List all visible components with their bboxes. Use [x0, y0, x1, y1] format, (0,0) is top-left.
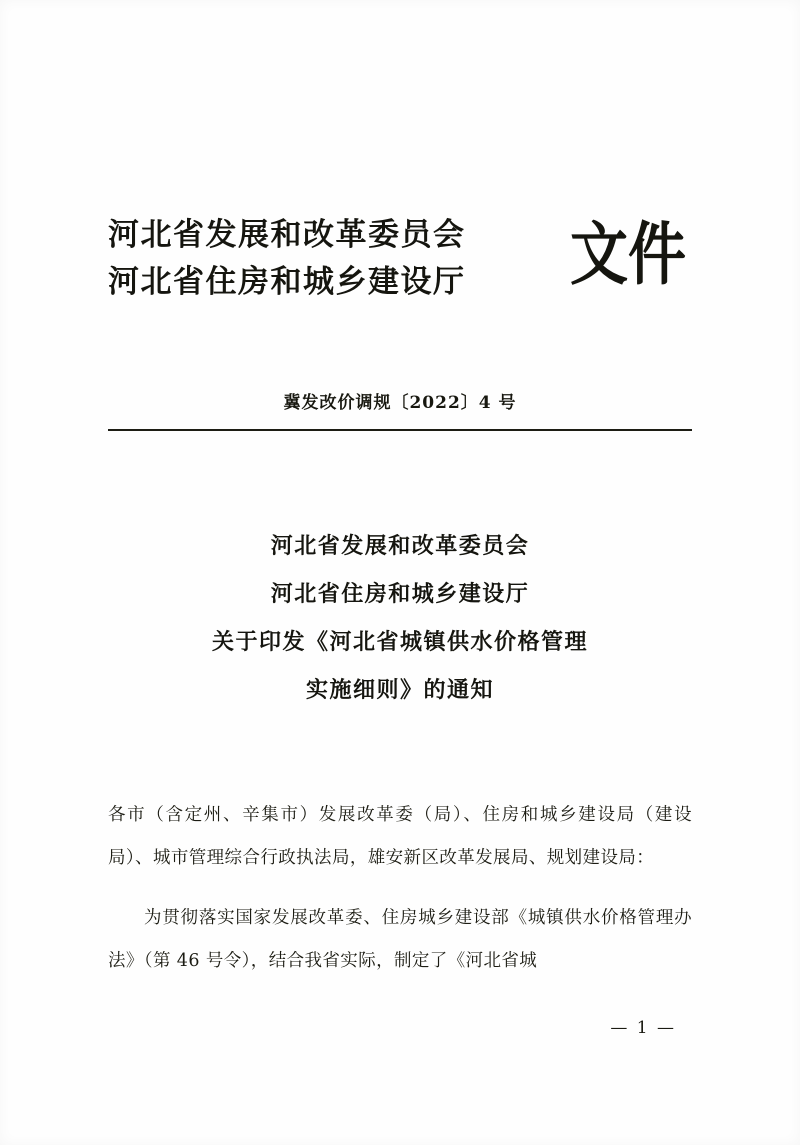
issuer-line-2: 河北省住房和城乡建设厅 — [108, 264, 466, 300]
issuer-line-1: 河北省发展和改革委员会 — [108, 217, 466, 253]
document-title — [108, 522, 692, 714]
document-number: 冀发改价调规〔2022〕4 号 — [283, 393, 517, 413]
body-text — [108, 776, 692, 1001]
document-number-block — [108, 388, 692, 431]
body-paragraph-1: 为贯彻落实国家发展改革委、住房城乡建设部《城镇供水价格管理办法》（第 46 号令），结合我省实际，制定了《河北省城 — [108, 908, 692, 971]
issuer-names — [108, 212, 568, 306]
horizontal-rule — [108, 429, 692, 431]
title-line-4: 实施细则》的通知 — [305, 677, 494, 703]
title-line-2: 河北省住房和城乡建设厅 — [270, 581, 530, 607]
title-line-1: 河北省发展和改革委员会 — [270, 533, 530, 559]
document-word-label: 文件 — [569, 214, 686, 295]
addressee-paragraph: 各市（含定州、辛集市）发展改革委（局）、住房和城乡建设局（建设局）、城市管理综合行政执法局，雄安新区改革发展局、规划建设局： — [108, 804, 692, 868]
masthead — [108, 212, 692, 322]
document-content — [108, 0, 692, 1145]
page-number: — 1 — — [610, 1018, 676, 1038]
title-line-3: 关于印发《河北省城镇供水价格管理 — [211, 629, 588, 655]
